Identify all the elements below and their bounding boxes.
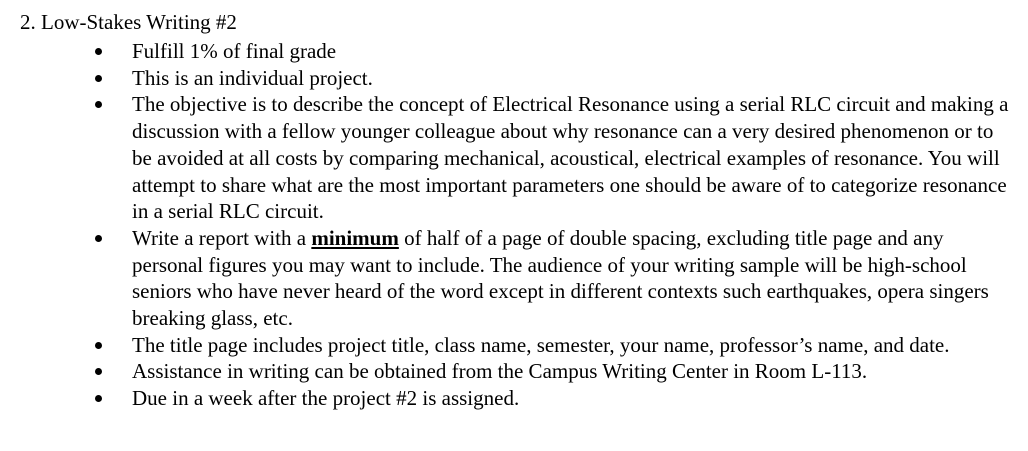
list-item-title-page: [132, 332, 1012, 359]
list-item-individual-project: [132, 65, 1012, 92]
list-item-text: This is an individual project.: [132, 65, 373, 90]
list-item-text: Due in a week after the project #2 is assigned.: [132, 386, 520, 411]
requirements-list: [132, 38, 1012, 412]
list-item-text: The title page includes project title, class name, semester, your name, professor’s name, and date.: [132, 332, 950, 357]
list-item-text-before: Write a report with a: [132, 225, 312, 250]
emphasis-minimum: minimum: [311, 225, 399, 250]
bullet-icon: [95, 235, 102, 242]
list-item-report-length: [132, 225, 1012, 332]
list-item-text: The objective is to describe the concept of Electrical Resonance using a serial RLC circuit and making a discussion with a fellow younger colleague about why resonance can a very desired phenomenon or to be avoided at all costs by comparing mechanical, acoustical, electrical examples of resonance. You will attempt to share what are the most important parameters one should be aware of to categorize resonance in a serial RLC circuit.: [132, 92, 1009, 224]
list-item-objective: [132, 91, 1012, 225]
bullet-icon: [95, 342, 102, 349]
list-item-due-date: [132, 385, 1012, 412]
bullet-icon: [95, 48, 102, 55]
list-item-text: Assistance in writing can be obtained from the Campus Writing Center in Room L-113.: [132, 359, 868, 384]
section-heading: 2. Low-Stakes Writing #2: [20, 10, 237, 34]
bullet-icon: [95, 395, 102, 402]
bullet-icon: [95, 101, 102, 108]
list-item-text-after: of half of a page of double spacing, excluding title page and any personal figures you may want to include. The audience of your writing sample will be high-school seniors who have never heard of the word except in different contexts such earthquakes, opera singers breaking glass, etc.: [132, 225, 989, 331]
list-item-text: Fulfill 1% of final grade: [132, 39, 337, 63]
bullet-icon: [95, 75, 102, 82]
list-item-writing-assistance: [132, 358, 1012, 385]
list-item-grade-weight: [132, 38, 1012, 65]
bullet-icon: [95, 368, 102, 375]
